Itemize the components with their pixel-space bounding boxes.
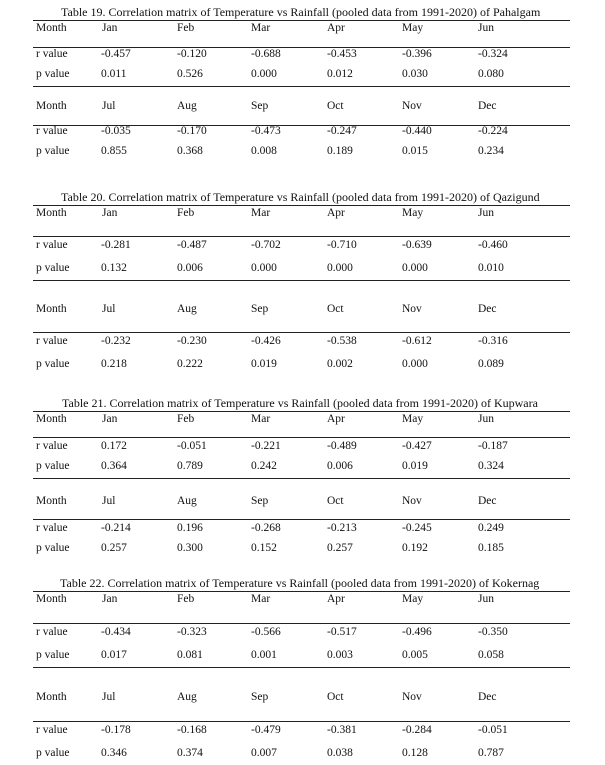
r-value-cell: -0.566 (251, 626, 281, 638)
table-top-rule (33, 205, 570, 206)
header-rule (33, 623, 570, 624)
month-header: Mar (251, 207, 271, 219)
header-label: Month (36, 593, 67, 605)
month-header: Jun (478, 22, 494, 34)
r-value-cell: -0.487 (177, 239, 207, 251)
month-header: May (402, 207, 424, 219)
p-value-cell: 0.038 (327, 747, 353, 759)
block-separator-rule (33, 667, 570, 668)
p-value-cell: 0.005 (402, 649, 428, 661)
month-header: Apr (327, 593, 345, 605)
header-label: Month (36, 413, 67, 425)
header-label: Month (36, 495, 67, 507)
month-header: Dec (478, 691, 497, 703)
r-value-label: r value (36, 626, 68, 638)
r-value-cell: -0.120 (177, 48, 207, 60)
r-value-cell: -0.473 (251, 125, 281, 137)
table-top-rule (33, 20, 570, 21)
p-value-cell: 0.006 (177, 262, 203, 274)
r-value-cell: -0.323 (177, 626, 207, 638)
r-value-cell: 0.172 (101, 440, 127, 452)
header-label: Month (36, 303, 67, 315)
p-value-cell: 0.080 (478, 68, 504, 80)
r-value-cell: -0.396 (402, 48, 432, 60)
p-value-cell: 0.855 (101, 145, 127, 157)
p-value-cell: 0.019 (402, 460, 428, 472)
p-value-label: p value (36, 747, 70, 759)
r-value-cell: 0.249 (478, 522, 504, 534)
month-header: Jan (102, 207, 118, 219)
p-value-cell: 0.346 (101, 747, 127, 759)
header-rule (33, 236, 570, 237)
p-value-cell: 0.185 (478, 542, 504, 554)
p-value-cell: 0.300 (177, 542, 203, 554)
month-header: Nov (402, 100, 422, 112)
p-value-label: p value (36, 649, 70, 661)
p-value-cell: 0.089 (478, 358, 504, 370)
month-header: Aug (177, 100, 197, 112)
p-value-cell: 0.011 (101, 68, 127, 80)
r-value-cell: -0.178 (101, 724, 131, 736)
month-header: Jun (478, 413, 494, 425)
month-header: Feb (177, 413, 195, 425)
p-value-cell: 0.526 (177, 68, 203, 80)
p-value-cell: 0.058 (478, 649, 504, 661)
r-value-cell: -0.710 (327, 239, 357, 251)
block-separator-rule (33, 86, 570, 87)
r-value-cell: -0.268 (251, 522, 281, 534)
table-caption: Table 19. Correlation matrix of Temperature vs Rainfall (pooled data from 1991-2020) of Pahalgam (61, 5, 541, 19)
r-value-label: r value (36, 335, 68, 347)
month-header: Jul (102, 303, 116, 315)
block-separator-rule (33, 280, 570, 281)
r-value-cell: -0.035 (101, 125, 131, 137)
p-value-cell: 0.152 (251, 542, 277, 554)
r-value-cell: -0.230 (177, 335, 207, 347)
header-label: Month (36, 207, 67, 219)
p-value-cell: 0.015 (402, 145, 428, 157)
p-value-cell: 0.000 (251, 68, 277, 80)
month-header: Jul (102, 495, 116, 507)
r-value-cell: -0.051 (177, 440, 207, 452)
p-value-cell: 0.017 (101, 649, 127, 661)
r-value-cell: -0.051 (478, 724, 508, 736)
month-header: Jan (102, 413, 118, 425)
header-label: Month (36, 691, 67, 703)
header-rule (33, 332, 570, 333)
r-value-cell: -0.457 (101, 48, 131, 60)
p-value-cell: 0.081 (177, 649, 203, 661)
p-value-cell: 0.257 (101, 542, 127, 554)
r-value-cell: -0.316 (478, 335, 508, 347)
r-value-label: r value (36, 440, 68, 452)
r-value-cell: -0.350 (478, 626, 508, 638)
month-header: Feb (177, 22, 195, 34)
r-value-cell: -0.224 (478, 125, 508, 137)
p-value-cell: 0.007 (251, 747, 277, 759)
p-value-cell: 0.257 (327, 542, 353, 554)
r-value-label: r value (36, 522, 68, 534)
p-value-label: p value (36, 145, 70, 157)
table-caption: Table 20. Correlation matrix of Temperature vs Rainfall (pooled data from 1991-2020) of Qazigund (61, 190, 540, 204)
p-value-label: p value (36, 542, 70, 554)
month-header: Sep (251, 100, 269, 112)
r-value-cell: -0.281 (101, 239, 131, 251)
p-value-cell: 0.222 (177, 358, 203, 370)
header-rule (33, 721, 570, 722)
p-value-cell: 0.000 (327, 262, 353, 274)
p-value-cell: 0.242 (251, 460, 277, 472)
r-value-cell: -0.381 (327, 724, 357, 736)
table-top-rule (33, 411, 570, 412)
month-header: Dec (478, 495, 497, 507)
month-header: May (402, 22, 424, 34)
r-value-cell: -0.460 (478, 239, 508, 251)
p-value-cell: 0.218 (101, 358, 127, 370)
month-header: Sep (251, 495, 269, 507)
table-caption: Table 22. Correlation matrix of Temperature vs Rainfall (pooled data from 1991-2020) of Kokernag (60, 576, 540, 590)
header-rule (33, 437, 570, 438)
r-value-cell: -0.496 (402, 626, 432, 638)
month-header: Jun (478, 593, 494, 605)
header-label: Month (36, 100, 67, 112)
r-value-cell: -0.170 (177, 125, 207, 137)
r-value-cell: -0.453 (327, 48, 357, 60)
month-header: Apr (327, 22, 345, 34)
r-value-cell: -0.612 (402, 335, 432, 347)
month-header: Dec (478, 100, 497, 112)
p-value-cell: 0.030 (402, 68, 428, 80)
r-value-cell: -0.517 (327, 626, 357, 638)
p-value-cell: 0.003 (327, 649, 353, 661)
p-value-cell: 0.019 (251, 358, 277, 370)
month-header: Oct (327, 100, 344, 112)
r-value-cell: -0.702 (251, 239, 281, 251)
p-value-cell: 0.234 (478, 145, 504, 157)
month-header: Feb (177, 593, 195, 605)
r-value-cell: -0.427 (402, 440, 432, 452)
r-value-cell: -0.489 (327, 440, 357, 452)
block-separator-rule (33, 478, 570, 479)
r-value-cell: -0.245 (402, 522, 432, 534)
month-header: Jun (478, 207, 494, 219)
month-header: Jul (102, 691, 116, 703)
p-value-cell: 0.787 (478, 747, 504, 759)
month-header: May (402, 413, 424, 425)
p-value-cell: 0.006 (327, 460, 353, 472)
month-header: Apr (327, 207, 345, 219)
month-header: Oct (327, 303, 344, 315)
r-value-label: r value (36, 48, 68, 60)
p-value-label: p value (36, 460, 70, 472)
r-value-cell: -0.688 (251, 48, 281, 60)
p-value-cell: 0.002 (327, 358, 353, 370)
r-value-label: r value (36, 724, 68, 736)
p-value-cell: 0.010 (478, 262, 504, 274)
table-caption: Table 21. Correlation matrix of Temperature vs Rainfall (pooled data from 1991-2020) of Kupwara (62, 396, 538, 410)
p-value-cell: 0.001 (251, 649, 277, 661)
p-value-cell: 0.128 (402, 747, 428, 759)
r-value-cell: -0.324 (478, 48, 508, 60)
month-header: Mar (251, 413, 271, 425)
r-value-cell: -0.247 (327, 125, 357, 137)
r-value-cell: -0.214 (101, 522, 131, 534)
r-value-label: r value (36, 239, 68, 251)
month-header: Jan (102, 593, 118, 605)
p-value-cell: 0.000 (251, 262, 277, 274)
p-value-cell: 0.000 (402, 358, 428, 370)
month-header: May (402, 593, 424, 605)
month-header: Oct (327, 691, 344, 703)
p-value-cell: 0.012 (327, 68, 353, 80)
r-value-cell: 0.196 (177, 522, 203, 534)
r-value-cell: -0.639 (402, 239, 432, 251)
p-value-cell: 0.008 (251, 145, 277, 157)
month-header: Oct (327, 495, 344, 507)
p-value-cell: 0.374 (177, 747, 203, 759)
r-value-cell: -0.434 (101, 626, 131, 638)
month-header: Jul (102, 100, 116, 112)
month-header: Mar (251, 593, 271, 605)
r-value-cell: -0.479 (251, 724, 281, 736)
r-value-cell: -0.426 (251, 335, 281, 347)
r-value-cell: -0.213 (327, 522, 357, 534)
p-value-cell: 0.189 (327, 145, 353, 157)
p-value-label: p value (36, 262, 70, 274)
month-header: Sep (251, 303, 269, 315)
p-value-cell: 0.192 (402, 542, 428, 554)
month-header: Feb (177, 207, 195, 219)
p-value-cell: 0.324 (478, 460, 504, 472)
month-header: Aug (177, 495, 197, 507)
month-header: Apr (327, 413, 345, 425)
r-value-cell: -0.168 (177, 724, 207, 736)
p-value-label: p value (36, 68, 70, 80)
month-header: Jan (102, 22, 118, 34)
month-header: Nov (402, 303, 422, 315)
month-header: Mar (251, 22, 271, 34)
month-header: Aug (177, 691, 197, 703)
month-header: Sep (251, 691, 269, 703)
p-value-cell: 0.000 (402, 262, 428, 274)
r-value-label: r value (36, 125, 68, 137)
table-top-rule (33, 591, 570, 592)
p-value-cell: 0.789 (177, 460, 203, 472)
r-value-cell: -0.440 (402, 125, 432, 137)
p-value-cell: 0.132 (101, 262, 127, 274)
r-value-cell: -0.538 (327, 335, 357, 347)
r-value-cell: -0.221 (251, 440, 281, 452)
month-header: Dec (478, 303, 497, 315)
month-header: Aug (177, 303, 197, 315)
r-value-cell: -0.284 (402, 724, 432, 736)
p-value-cell: 0.364 (101, 460, 127, 472)
month-header: Nov (402, 495, 422, 507)
r-value-cell: -0.232 (101, 335, 131, 347)
p-value-cell: 0.368 (177, 145, 203, 157)
header-label: Month (36, 22, 67, 34)
r-value-cell: -0.187 (478, 440, 508, 452)
p-value-label: p value (36, 358, 70, 370)
header-rule (33, 519, 570, 520)
month-header: Nov (402, 691, 422, 703)
